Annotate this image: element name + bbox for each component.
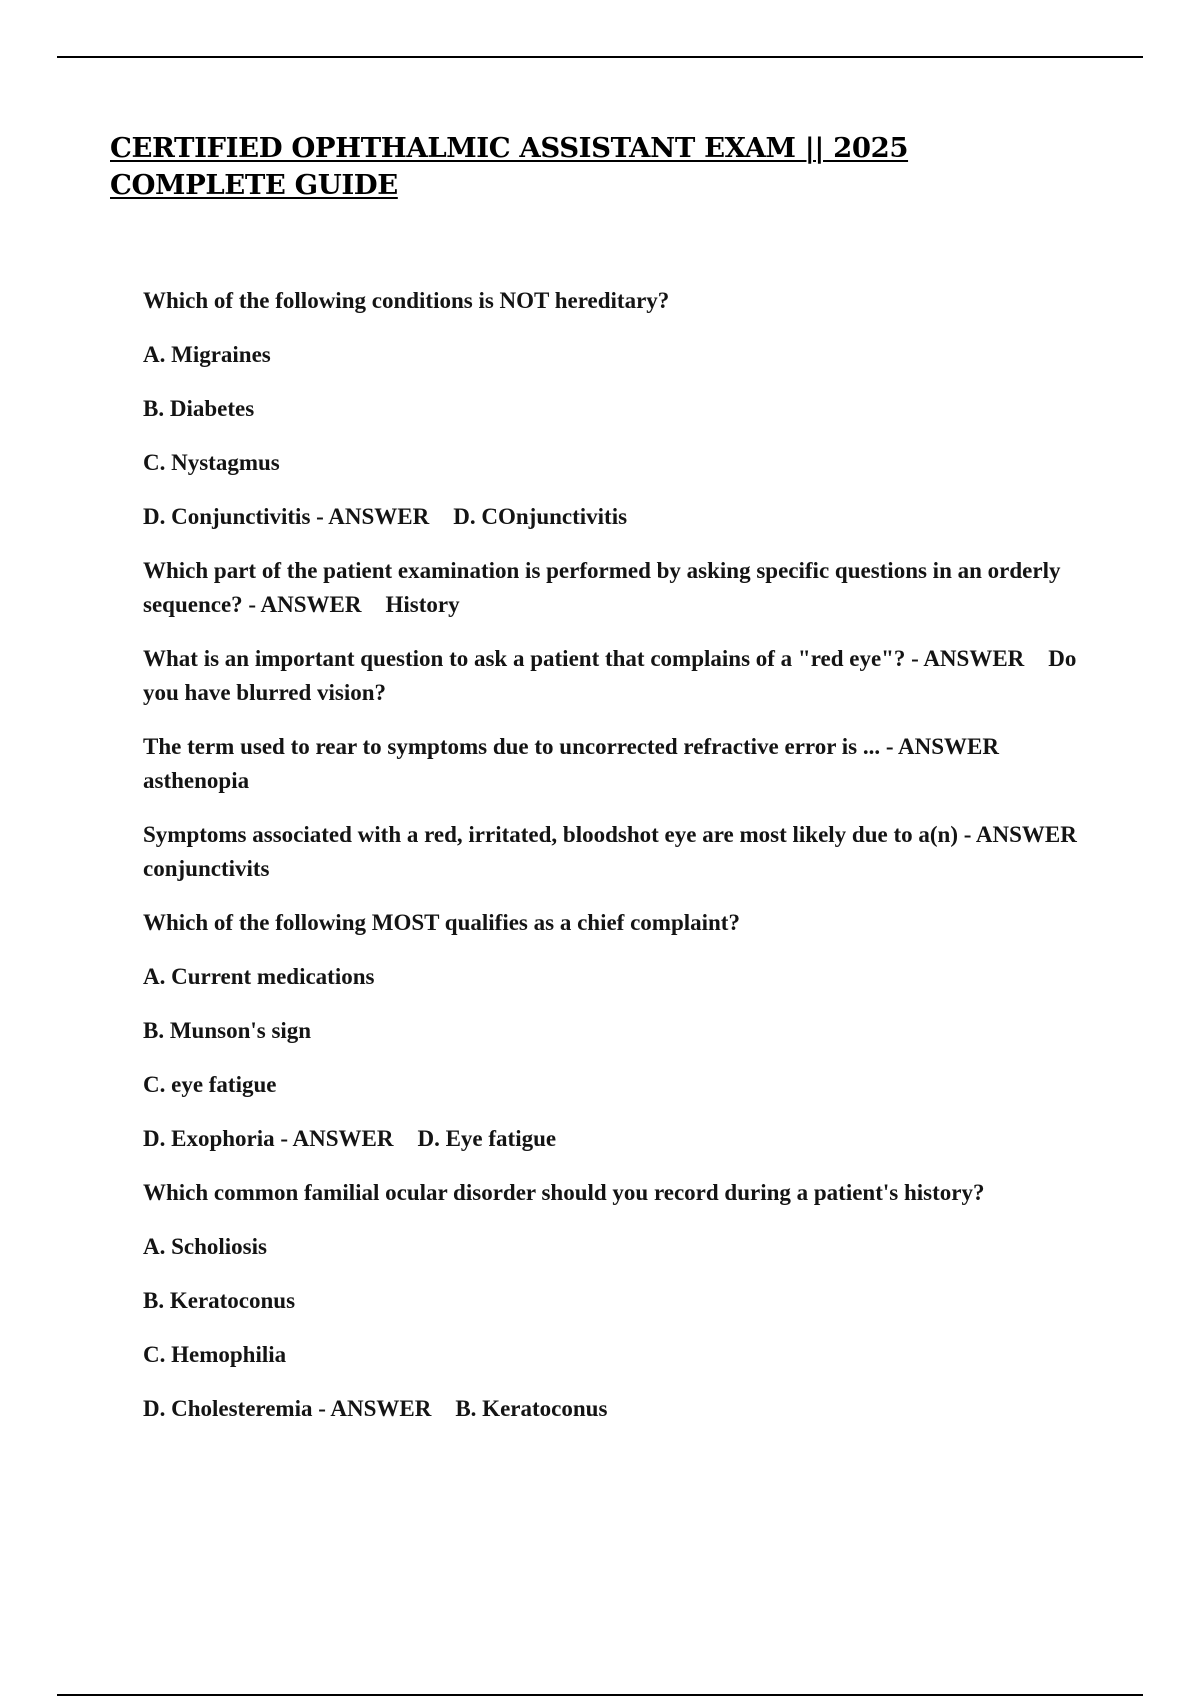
document-title-text: CERTIFIED OPHTHALMIC ASSISTANT EXAM || 2025 COMPLETE GUIDE xyxy=(110,132,909,201)
question-2 xyxy=(143,554,1103,622)
question-1-stem xyxy=(143,284,1103,318)
question-text: Which of the following MOST qualifies as a chief complaint? xyxy=(143,910,740,935)
document-title xyxy=(110,130,1010,204)
question-1-option-c xyxy=(143,446,1103,480)
option-text: A. Migraines xyxy=(143,342,271,367)
option-text: D. Cholesteremia - ANSWER xyxy=(143,1396,432,1421)
question-6-option-d-answer xyxy=(143,1122,1103,1156)
option-text: C. eye fatigue xyxy=(143,1072,277,1097)
question-6-option-b xyxy=(143,1014,1103,1048)
answer-text: D. Eye fatigue xyxy=(417,1126,557,1151)
answer-text: Do you have blurred vision? xyxy=(143,646,1077,705)
option-text: D. Conjunctivitis - ANSWER xyxy=(143,504,430,529)
question-4 xyxy=(143,730,1103,798)
option-text: C. Nystagmus xyxy=(143,450,280,475)
question-list xyxy=(143,284,1103,1446)
question-5 xyxy=(143,818,1103,886)
question-3 xyxy=(143,642,1103,710)
answer-text: conjunctivits xyxy=(143,856,270,881)
question-text: What is an important question to ask a patient that complains of a "red eye"? - ANSWER xyxy=(143,646,1025,671)
question-7-option-d-answer xyxy=(143,1392,1103,1426)
footer-rule xyxy=(57,1694,1143,1696)
question-text: Symptoms associated with a red, irritated, bloodshot eye are most likely due to a(n) - ANSWER xyxy=(143,822,1077,847)
option-text: B. Munson's sign xyxy=(143,1018,312,1043)
question-text: The term used to rear to symptoms due to uncorrected refractive error is ... - ANSWER xyxy=(143,734,999,759)
question-7-option-a xyxy=(143,1230,1103,1264)
answer-text: History xyxy=(385,592,460,617)
question-1-option-a xyxy=(143,338,1103,372)
question-7-option-b xyxy=(143,1284,1103,1318)
option-text: D. Exophoria - ANSWER xyxy=(143,1126,394,1151)
question-text: Which common familial ocular disorder should you record during a patient's history? xyxy=(143,1180,985,1205)
question-1-option-d-answer xyxy=(143,500,1103,534)
question-6-option-c xyxy=(143,1068,1103,1102)
option-text: A. Current medications xyxy=(143,964,375,989)
question-1-stem-text: Which of the following conditions is NOT hereditary? xyxy=(143,288,670,313)
question-7-option-c xyxy=(143,1338,1103,1372)
option-text: A. Scholiosis xyxy=(143,1234,267,1259)
option-text: B. Diabetes xyxy=(143,396,255,421)
answer-text: asthenopia xyxy=(143,768,250,793)
question-6-stem xyxy=(143,906,1103,940)
question-1-option-b xyxy=(143,392,1103,426)
question-7-stem xyxy=(143,1176,1103,1210)
question-6-option-a xyxy=(143,960,1103,994)
question-text: Which part of the patient examination is performed by asking specific questions in an orderly sequence? - ANSWER xyxy=(143,558,1061,617)
answer-text: B. Keratoconus xyxy=(455,1396,608,1421)
option-text: C. Hemophilia xyxy=(143,1342,287,1367)
option-text: B. Keratoconus xyxy=(143,1288,296,1313)
answer-text: D. COnjunctivitis xyxy=(453,504,628,529)
header-rule xyxy=(57,56,1143,58)
